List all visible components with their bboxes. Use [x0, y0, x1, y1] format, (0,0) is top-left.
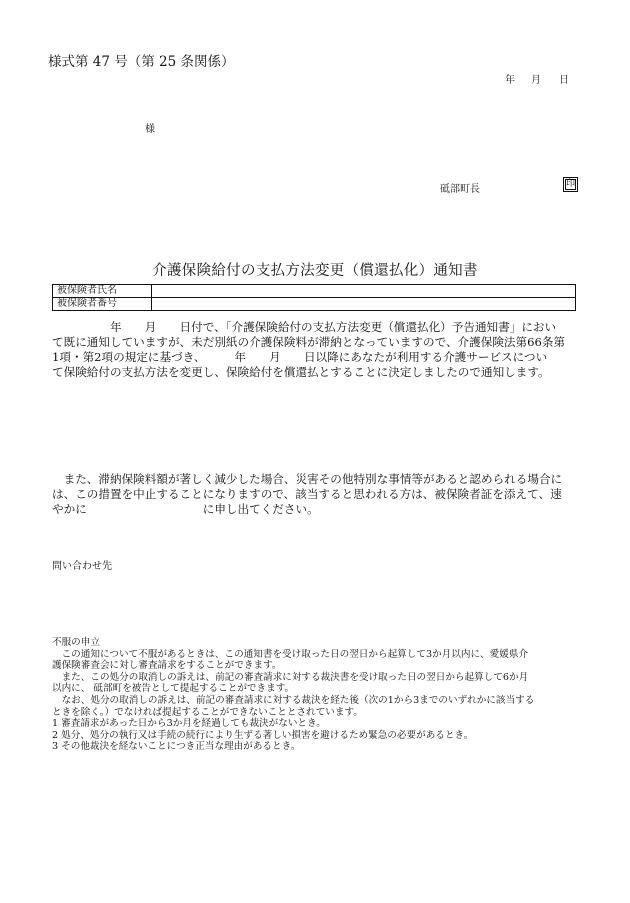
form-number: 様式第 47 号（第 25 条関係）	[48, 54, 235, 70]
document-title: 介護保険給付の支払方法変更（償還払化）通知書	[152, 263, 478, 279]
table-row	[53, 298, 576, 311]
appeal-line: 護保険審査会に対し審査請求をすることができます。	[52, 660, 282, 672]
appeal-section	[52, 637, 582, 753]
date-year: 年	[505, 75, 515, 86]
appeal-line: 2 処分、処分の執行又は手続の続行により生ずる著しい損害を避けるため緊急の必要があるとき。	[52, 729, 474, 741]
insured-info-table	[52, 284, 576, 311]
appeal-line: 3 その他裁決を経ないことにつき正当な理由があるとき。	[52, 741, 301, 753]
paragraph-line: は、この措置を中止することになりますので、該当すると思われる方は、被保険者証を添えて、速	[52, 487, 562, 501]
appeal-line: 以内に、 砥部町を被告として提起することができます。	[52, 683, 295, 695]
appeal-line: 1 審査請求があった日から3か月を経過しても裁決がないとき。	[52, 718, 326, 730]
date-month: 月	[531, 75, 541, 86]
date-day: 日	[559, 75, 569, 86]
table-row	[53, 285, 576, 298]
paragraph-line: て保険給付の支払方法を変更し、保険給付を償還払とすることに決定しましたので通知します。	[52, 365, 550, 379]
paragraph-line: て既に通知していますが、未だ別紙の介護保険料が滞納となっていますので、介護保険法第66条第	[52, 335, 566, 349]
seal-mark: 印	[563, 177, 578, 192]
contact-label: 問い合わせ先	[52, 561, 112, 572]
recipient-suffix: 様	[145, 124, 155, 135]
paragraph-line: 年 月 日付で、「介護保険給付の支払方法変更（償還払化）予告通知書」におい	[52, 320, 557, 334]
issue-date	[505, 71, 569, 86]
insured-number-label: 被保険者番号	[53, 298, 152, 311]
paragraph-line: 1項・第2項の規定に基づき、 年 月 日以降にあなたが利用する介護サービスについ	[52, 350, 548, 364]
appeal-line: ときを除く。）でなければ提起することができないこととされています。	[52, 706, 363, 718]
insured-number-value	[152, 298, 576, 311]
appeal-line: この通知について不服があるときは、この通知書を受け取った日の翌日から起算して3か月以内に、愛媛県介	[52, 648, 529, 660]
paragraph-line: また、滞納保険料額が著しく減少した場合、災害その他特別な事情等があると認められる場合に	[52, 472, 563, 486]
appeal-line: なお、処分の取消しの訴えは、前記の審査請求に対する裁決を経た後（次の1から3までのいずれかに該当する	[52, 694, 535, 706]
insured-name-label: 被保険者氏名	[53, 285, 152, 298]
appeal-heading: 不服の申立	[52, 637, 100, 648]
sender-name: 砥部町長	[440, 184, 480, 195]
insured-name-value	[152, 285, 576, 298]
appeal-line: また、この処分の取消しの訴えは、前記の審査請求に対する裁決書を受け取った日の翌日から起算して6か月	[52, 671, 529, 683]
notice-paragraph	[52, 320, 580, 380]
suspension-paragraph	[52, 472, 580, 517]
paragraph-line: やかに に申し出てください。	[52, 502, 319, 516]
